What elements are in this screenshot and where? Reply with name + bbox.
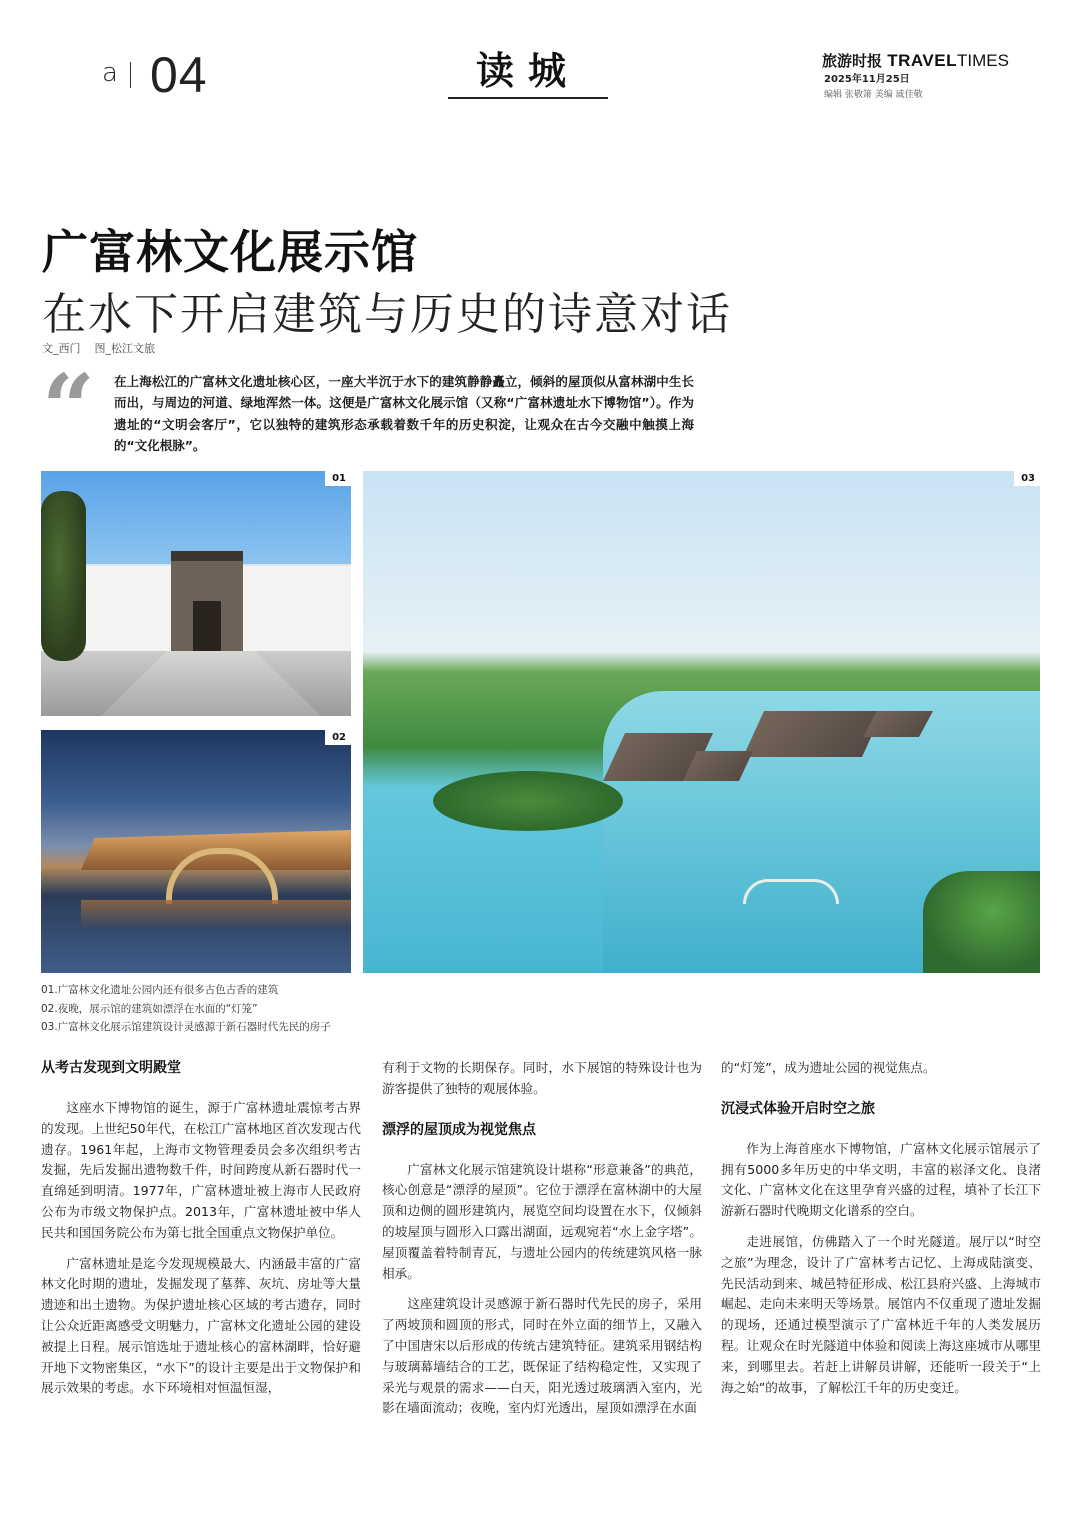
photo-number: 01 [325,471,351,486]
page-prefix: a [102,58,118,88]
photo-number: 03 [1014,471,1040,486]
quote-mark-icon: “ [42,354,95,462]
headline: 广富林文化展示馆 [42,225,418,279]
byline-photo: 图_松江文旅 [94,342,155,355]
section-heading: 从考古发现到文明殿堂 [41,1060,181,1076]
masthead-en-light: TIMES [957,51,1009,70]
masthead-cn: 旅游时报 [822,52,883,70]
caption-01: 01.广富林文化遗址公园内还有很多古色古香的建筑 [41,984,279,996]
paragraph: 这座水下博物馆的诞生，源于广富林遗址震惊考古界的发现。上世纪50年代，在松江广富林地区首次发现古代遗存。1961年起，上海市文物管理委员会多次组织考古发掘，先后发掘出遗物数千件，时间跨度从新石器时代一直绵延到明清。1977年，广富林遗址被上海市人民政府公布为市级文物保护点。2013年，广富林遗址被中华人民共和国国务院公布为第七批全国重点文物保护单位。 [41,1100,361,1240]
masthead [822,50,1009,71]
gate-door [193,601,221,651]
tree-island [433,771,623,831]
page-number-divider [130,62,131,88]
stone-path [101,651,321,716]
paragraph: 这座建筑设计灵感源于新石器时代先民的房子，采用了两坡顶和圆顶的形式，同时在外立面的细节上，又融入了中国唐宋以后形成的传统古建筑特征。建筑采用钢结构与玻璃幕墙结合的工艺，既保证了结构稳定性，又实现了采光与观景的需求——白天，阳光透过玻璃洒入室内，光影在墙面流动；夜晚，室内灯光透出，屋顶如漂浮在水面 [382,1296,702,1416]
paragraph-continued: 有利于文物的长期保存。同时，水下展馆的特殊设计也为游客提供了独特的观展体验。 [382,1060,702,1096]
caption-03: 03.广富林文化展示馆建筑设计灵感源于新石器时代先民的房子 [41,1021,331,1033]
section-heading: 沉浸式体验开启时空之旅 [721,1100,875,1117]
article-column-3 [721,1058,1041,1398]
pine-tree [41,491,86,661]
floating-roof [743,711,883,757]
paragraph: 作为上海首座水下博物馆，广富林文化展示馆展示了拥有5000多年历史的中华文明，丰富的崧泽文化、良渚文化、广富林文化在这里孕育兴盛的过程，填补了长江下游新石器时代晚期文化谱系的空白。 [721,1140,1041,1219]
lead-paragraph: 在上海松江的广富林文化遗址核心区，一座大半沉于水下的建筑静静矗立，倾斜的屋顶似从富林湖中生长而出，与周边的河道、绿地浑然一体。这便是广富林文化展示馆（又称“广富林遗址水下博物馆”）。作为遗址的“文明会客厅”，它以独特的建筑形态承载着数千年的历史积淀，让观众在古今交融中触摸上海的“文化根脉”。 [114,374,694,453]
article-column-2 [382,1058,702,1419]
paragraph: 广富林文化展示馆建筑设计堪称“形意兼备”的典范，核心创意是“漂浮的屋顶”。它位于漂浮在富林湖中的大屋顶和边侧的圆形建筑内，展览空间均设置在水下，仅倾斜的坡屋顶与圆形入口露出湖面，远观宛若“水上金字塔”。屋顶覆盖着特制青瓦，与遗址公园内的传统建筑风格一脉相承。 [382,1161,702,1281]
section-title: 读城 [475,49,580,93]
trees [923,871,1040,973]
article-column-1 [41,1058,361,1399]
photo-number: 02 [325,730,351,745]
paragraph: 走进展馆，仿佛踏入了一个时光隧道。展厅以“时空之旅”为理念，设计了广富林考古记忆、上海成陆演变、先民活动到来、城邑特征形成、松江县府兴盛、上海城市崛起、走向未来明天等场景。展馆内不仅重现了遗址发掘的现场，还通过模型演示了广富林近千年的人类发展历程。让观众在时光隧道中体验和阅读上海这座城市从哪里来，到哪里去。若赶上讲解员讲解，还能听一段关于“上海之始”的故事，了解松江千年的历史变迁。 [721,1233,1041,1395]
subheadline: 在水下开启建筑与历史的诗意对话 [42,289,732,340]
caption-02: 02.夜晚，展示馆的建筑如漂浮在水面的“灯笼” [41,1002,258,1015]
paragraph: 广富林遗址是迄今发现规模最大、内涵最丰富的广富林文化时期的遗址，发掘发现了墓葬、灰坑、房址等大量遗迹和出土遗物。为保护遗址核心区域的考古遗存，同时让公众近距离感受文明魅力，广富林文化遗址公园的建设被提上日程。展示馆选址于遗址核心的富林湖畔，恰好避开地下文物密集区，“水下”的设计主要是出于文物保护和展示效果的考虑。水下环境相对恒温恒湿， [41,1255,361,1396]
section-underline [448,97,608,99]
issue-date: 2025年11月25日 [824,74,910,85]
paragraph-continued: 的“灯笼”，成为遗址公园的视觉焦点。 [721,1060,936,1075]
masthead-en-bold: TRAVEL [887,51,957,70]
arch-bridge [743,879,839,904]
photo-01-ancient-gate [41,471,351,716]
page-number: 04 [150,47,208,103]
photo-03-aerial-museum [363,471,1040,973]
editors-credit: 编辑 张敬箫 美编 戚佳敬 [824,90,923,100]
section-heading: 漂浮的屋顶成为视觉焦点 [382,1121,536,1138]
photo-02-night-lanterns [41,730,351,973]
photo-captions [41,981,331,1037]
byline-author: 文_西门 [42,342,81,355]
water-reflection [81,900,351,930]
